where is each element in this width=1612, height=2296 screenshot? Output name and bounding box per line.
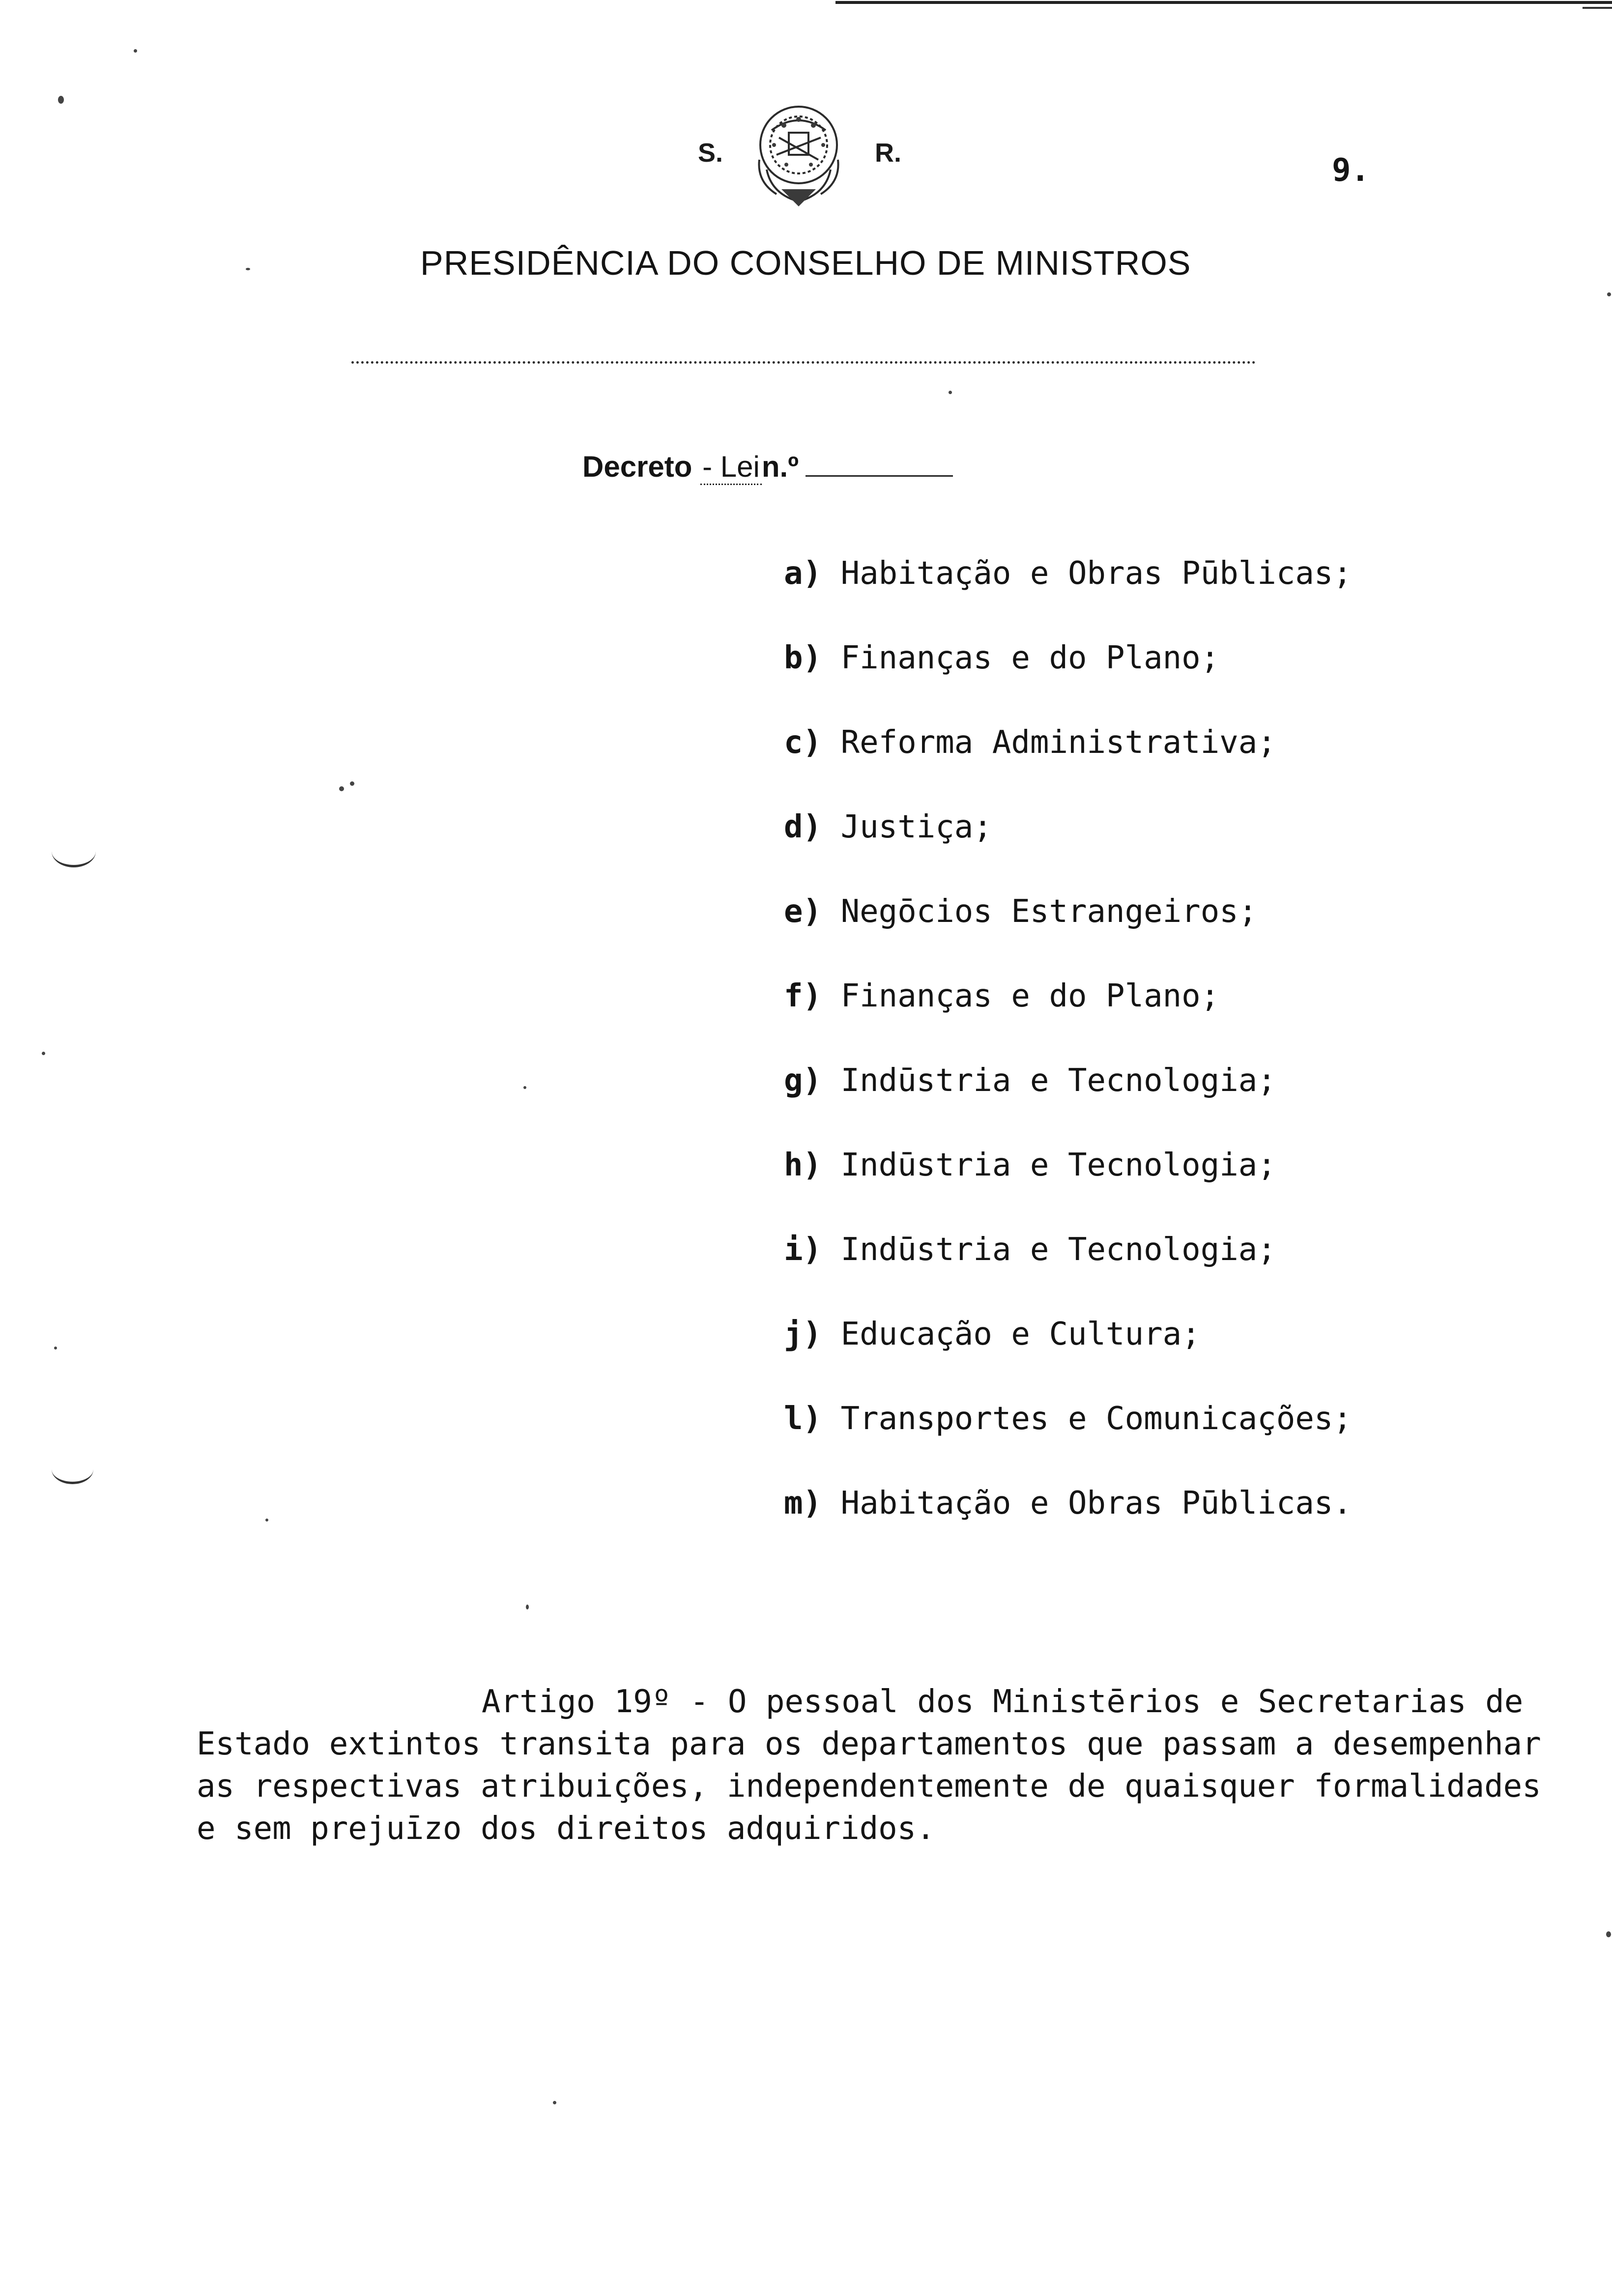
list-item <box>784 809 1352 893</box>
ministry-title: PRESIDÊNCIA DO CONSELHO DE MINISTROS <box>420 244 1191 282</box>
coat-of-arms-seal-icon <box>737 96 860 209</box>
list-item <box>784 893 1352 978</box>
scan-speck <box>265 1519 268 1521</box>
scan-speck <box>526 1605 529 1609</box>
list-item-marker: a) <box>784 555 822 592</box>
top-edge-rule <box>835 1 1612 4</box>
scan-speck <box>523 1086 526 1089</box>
decree-heading <box>582 450 953 485</box>
list-item-text: Finanças e do Plano; <box>840 640 1220 676</box>
list-item <box>784 1401 1352 1485</box>
list-item-text: Reforma Administrativa; <box>840 724 1276 761</box>
decree-number-blank <box>806 475 953 477</box>
article-line: as respectivas atribuições, independentemente de quaisquer formalidades <box>197 1768 1541 1805</box>
list-item <box>784 1062 1352 1147</box>
article-line: e sem prejuīzo dos direitos adquiridos. <box>197 1810 935 1847</box>
page-number: 9. <box>1332 152 1370 189</box>
scan-speck <box>339 786 344 791</box>
decree-dash: - <box>702 450 713 483</box>
letterhead-left-letter: S. <box>698 138 723 168</box>
scan-speck <box>58 96 64 104</box>
list-item-marker: m) <box>784 1485 822 1521</box>
list-item-marker: b) <box>784 640 822 676</box>
list-item-marker: g) <box>784 1062 822 1099</box>
list-item-text: Transportes e Comunicações; <box>840 1401 1352 1437</box>
list-item-text: Negōcios Estrangeiros; <box>840 893 1258 930</box>
list-item <box>784 1485 1352 1570</box>
scan-curve-mark <box>52 835 96 867</box>
scan-speck <box>553 2101 556 2104</box>
list-item-marker: e) <box>784 893 822 930</box>
decree-lei-word: Lei <box>720 450 760 483</box>
scan-speck <box>54 1347 57 1349</box>
letterhead-seal-block <box>678 96 934 209</box>
list-item-text: Habitação e Obras Pūblicas. <box>840 1485 1352 1521</box>
list-item-marker: j) <box>784 1316 822 1352</box>
list-item-text: Justiça; <box>840 809 992 845</box>
scan-speck <box>350 781 354 786</box>
list-item-marker: l) <box>784 1401 822 1437</box>
article-line: Estado extintos transita para os departamentos que passam a desempenhar <box>197 1726 1541 1762</box>
list-item <box>784 555 1352 640</box>
scan-speck <box>42 1052 45 1055</box>
list-item-text: Habitação e Obras Pūblicas; <box>840 555 1352 592</box>
list-item <box>784 1232 1352 1316</box>
article-line: Artigo 19º - O pessoal dos Ministērios e Secretarias de <box>482 1684 1524 1720</box>
list-item-text: Educação e Cultura; <box>840 1316 1201 1352</box>
list-item-text: Indūstria e Tecnologia; <box>840 1062 1276 1099</box>
scan-speck <box>949 391 952 394</box>
list-item <box>784 1316 1352 1401</box>
list-item-text: Indūstria e Tecnologia; <box>840 1147 1276 1183</box>
decree-label: Decreto <box>582 450 692 483</box>
scan-speck <box>1607 292 1611 296</box>
decree-number-label: n.º <box>761 450 799 483</box>
letterhead-right-letter: R. <box>875 138 901 168</box>
list-item-marker: h) <box>784 1147 822 1183</box>
scan-speck <box>1606 1931 1611 1937</box>
list-item-marker: d) <box>784 809 822 845</box>
ministry-list <box>784 555 1352 1570</box>
list-item <box>784 1147 1352 1232</box>
list-item-text: Indūstria e Tecnologia; <box>840 1232 1276 1268</box>
list-item <box>784 978 1352 1062</box>
scan-curve-mark <box>52 1455 93 1484</box>
list-item <box>784 640 1352 724</box>
scan-speck <box>134 49 137 53</box>
scan-speck <box>246 268 250 270</box>
header-dotted-divider <box>351 361 1256 364</box>
decree-lei-label <box>700 450 762 485</box>
list-item <box>784 724 1352 809</box>
article-paragraph <box>197 1681 1541 1850</box>
list-item-text: Finanças e do Plano; <box>840 978 1220 1014</box>
list-item-marker: c) <box>784 724 822 761</box>
list-item-marker: f) <box>784 978 822 1014</box>
top-edge-rule-mark <box>1583 7 1612 9</box>
list-item-marker: i) <box>784 1232 822 1268</box>
